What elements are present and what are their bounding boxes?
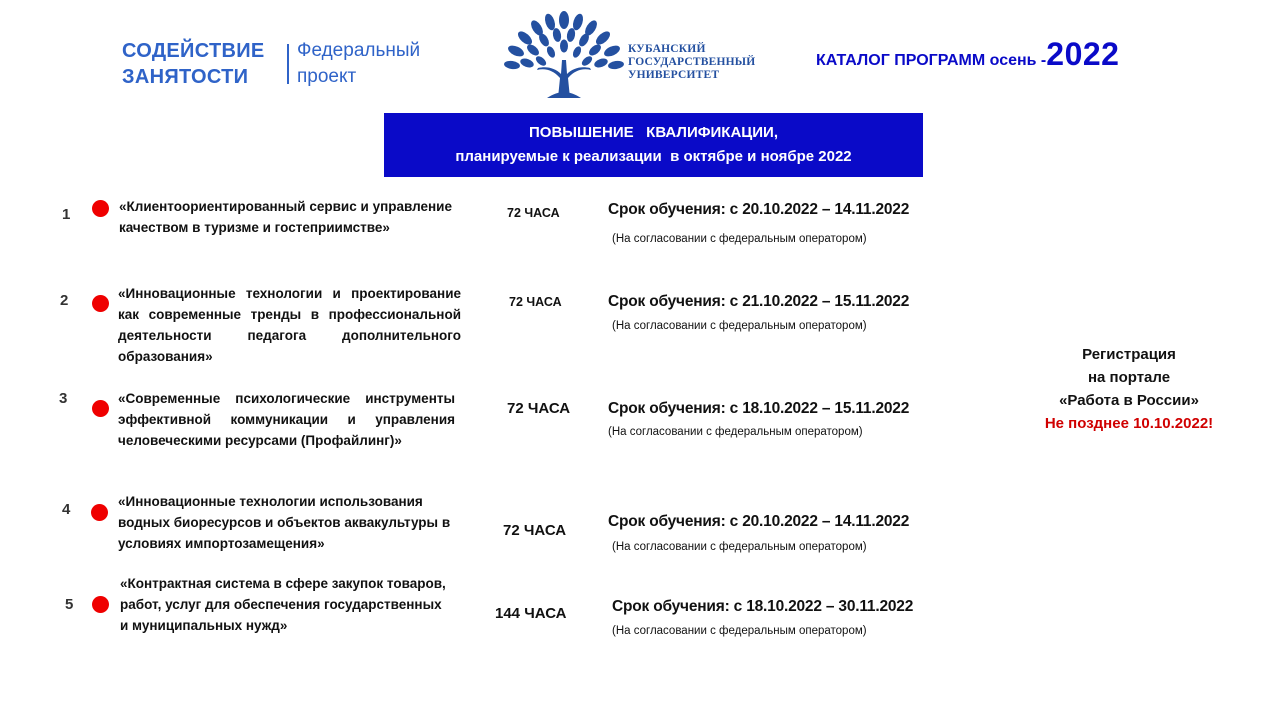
banner-line-2: планируемые к реализации в октябре и ноябре 2022 [455, 148, 852, 165]
catalog-heading [816, 36, 1176, 73]
catalog-heading-text: КАТАЛОГ ПРОГРАММ осень - [816, 52, 1047, 69]
program-number: 2 [60, 292, 69, 309]
program-note: (На согласовании с федеральным оператором) [612, 320, 867, 332]
program-hours: 72 ЧАСА [507, 206, 560, 220]
bullet-icon [91, 504, 108, 521]
program-title: «Контрактная система в сфере закупок товаров, работ, услуг для обеспечения государственных и муниципальных нужд» [120, 576, 446, 633]
program-hours: 144 ЧАСА [495, 605, 567, 622]
program-note: (На согласовании с федеральным оператором) [612, 625, 867, 637]
program-term: Срок обучения: с 20.10.2022 – 14.11.2022 [608, 201, 910, 218]
program-hours: 72 ЧАСА [507, 400, 571, 417]
university-tree-logo-icon [503, 8, 625, 100]
program-title: «Клиентоориентированный сервис и управление качеством в туризме и гостеприимстве» [119, 199, 452, 235]
catalog-year: 2022 [1046, 36, 1120, 72]
registration-line-1: Регистрация [1082, 346, 1176, 363]
employment-support-logo-subtitle: Федеральный проект [297, 40, 421, 87]
program-number: 4 [62, 501, 71, 518]
program-hours: 72 ЧАСА [503, 522, 567, 539]
banner-line-1: ПОВЫШЕНИЕ КВАЛИФИКАЦИИ, [529, 124, 778, 141]
program-number: 3 [59, 390, 68, 407]
bullet-icon [92, 596, 109, 613]
bullet-icon [92, 295, 109, 312]
program-term: Срок обучения: с 18.10.2022 – 15.11.2022 [608, 400, 910, 417]
university-name: КУБАНСКИЙ ГОСУДАРСТВЕННЫЙ УНИВЕРСИТЕТ [628, 43, 756, 81]
program-term: Срок обучения: с 20.10.2022 – 14.11.2022 [608, 513, 910, 530]
program-number: 5 [65, 596, 74, 613]
program-number: 1 [62, 206, 71, 223]
program-note: (На согласовании с федеральным оператором) [608, 426, 863, 438]
program-note: (На согласовании с федеральным оператором) [612, 541, 867, 553]
logo-divider [287, 44, 289, 84]
program-note: (На согласовании с федеральным оператором) [612, 233, 867, 245]
program-term: Срок обучения: с 21.10.2022 – 15.11.2022 [608, 293, 910, 310]
bullet-icon [92, 400, 109, 417]
program-title: «Инновационные технологии использования водных биоресурсов и объектов аквакультуры в условиях импортозамещения» [118, 494, 451, 551]
program-term: Срок обучения: с 18.10.2022 – 30.11.2022 [612, 598, 914, 615]
program-title: «Инновационные технологии и проектирование как современные тренды в профессиональной деятельности педагога дополнительного образования» [118, 286, 461, 364]
employment-support-logo-title: СОДЕЙСТВИЕ ЗАНЯТОСТИ [122, 40, 265, 88]
registration-portal-name: «Работа в России» [1059, 392, 1199, 409]
registration-info [1020, 343, 1238, 435]
registration-deadline: Не позднее 10.10.2022! [1044, 415, 1214, 432]
program-title: «Современные психологические инструменты эффективной коммуникации и управления человеческими ресурсами (Профайлинг)» [118, 391, 455, 448]
program-hours: 72 ЧАСА [509, 295, 562, 309]
registration-line-2: на портале [1087, 369, 1171, 386]
bullet-icon [92, 200, 109, 217]
section-banner [384, 113, 923, 177]
